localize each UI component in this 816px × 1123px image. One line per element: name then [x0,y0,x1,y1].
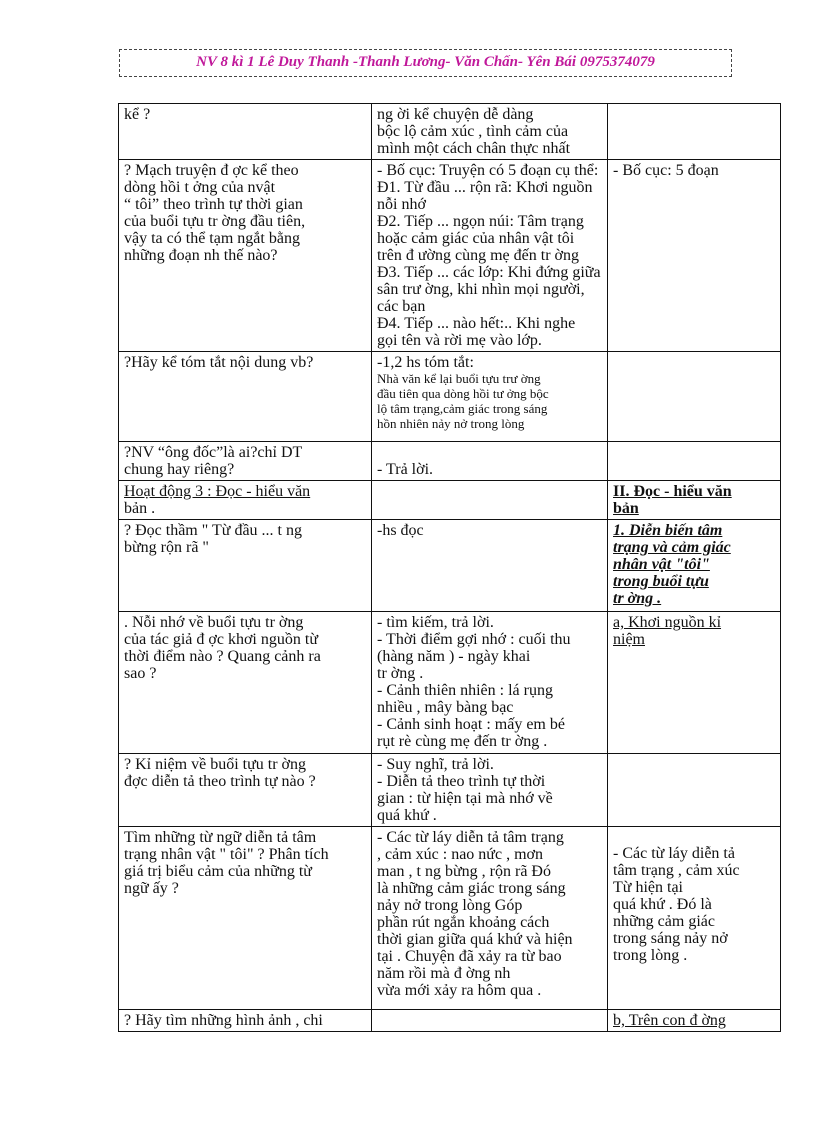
cell-line: đợc diễn tả theo trình tự nào ? [124,773,316,790]
content-cell [608,160,781,352]
cell-line: nảy nở trong lòng Góp [377,897,523,914]
cell-line: bộc lộ cảm xúc , tình cảm của [377,123,569,140]
cell-line: Từ hiện tại [613,879,683,896]
cell-line: trên đ ường cùng mẹ đến tr ờng [377,247,579,264]
table-row [119,1010,781,1032]
cell-line: ? Kỉ niệm về buổi tựu tr ờng [124,756,306,773]
teacher-question-cell [119,827,372,1010]
content-cell [608,612,781,754]
table-row [119,104,781,160]
cell-line: gọi tên và rời mẹ vào lớp. [377,332,542,349]
cell-line: - Diễn tả theo trình tự thời [377,773,546,790]
cell-line: Hoạt động 3 : Đọc - hiểu văn [124,483,311,500]
cell-line: quá khứ . Đó là [613,896,712,913]
cell-line: vừa mới xảy ra hôm qua . [377,982,542,999]
cell-line: Đ1. Từ đầu ... rộn rã: Khơi nguồn [377,179,593,196]
cell-line: kể ? [124,106,151,123]
cell-line: -1,2 hs tóm tắt: [377,354,474,371]
cell-line: II. Đọc - hiểu văn [613,483,732,500]
cell-line: niệm [613,631,645,648]
cell-line: (hàng năm ) - ngày khai [377,648,531,665]
cell-line: - tìm kiếm, trả lời. [377,614,494,631]
cell-line: tr ờng . [613,590,662,607]
cell-line: 1. Diễn biến tâm [613,522,723,539]
cell-line: - Cảnh sinh hoạt : mấy em bé [377,716,565,733]
student-activity-cell [372,352,608,442]
cell-line: hoặc cảm giác của nhân vật tôi [377,230,575,247]
cell-line: thời điểm nào ? Quang cảnh ra [124,648,321,665]
cell-line: nhân vật "tôi" [613,556,710,573]
teacher-question-cell [119,520,372,612]
cell-line: tại . Chuyện đã xảy ra từ bao [377,948,562,965]
cell-line: - Các từ láy diễn tả tâm trạng [377,829,564,846]
cell-line: hồn nhiên nảy nở trong lòng [377,416,525,431]
cell-line: -hs đọc [377,522,424,539]
lesson-table [118,103,781,1032]
student-activity-cell [372,481,608,520]
cell-line: rụt rè cùng mẹ đến tr ờng . [377,733,548,750]
cell-line: bừng rộn rã " [124,539,209,556]
cell-line: trong lòng . [613,947,688,964]
teacher-question-cell [119,442,372,481]
cell-line: sân trư ờng, khi nhìn mọi người, [377,281,585,298]
cell-line: giá trị biểu cảm của những từ [124,863,312,880]
cell-line: a, Khơi nguồn kỉ [613,614,722,631]
student-activity-cell [372,520,608,612]
cell-line: - Bố cục: Truyện có 5 đoạn cụ thể: [377,162,599,179]
content-cell [608,754,781,827]
table-row [119,160,781,352]
cell-line: là những cảm giác trong sáng [377,880,566,897]
cell-line: - Trả lời. [377,461,434,478]
cell-line: trạng và cảm giác [613,539,731,556]
table-row [119,481,781,520]
cell-line: trạng nhân vật " tôi" ? Phân tích [124,846,329,863]
cell-line: Nhà văn kể lại buổi tựu trư ờng [377,371,541,386]
cell-line: , cảm xúc : nao nức , mơn [377,846,543,863]
content-cell [608,104,781,160]
cell-line: mình một cách chân thực nhất [377,140,571,157]
cell-line: ? Mạch truyện đ ợc kể theo [124,162,299,179]
table-row [119,442,781,481]
student-activity-cell [372,1010,608,1032]
cell-line: bản [613,500,639,517]
table-row [119,827,781,1010]
cell-line: - Suy nghĩ, trả lời. [377,756,494,773]
cell-line: - Thời điểm gợi nhớ : cuối thu [377,631,571,648]
content-cell [608,352,781,442]
cell-line: ? Đọc thầm " Từ đầu ... t ng [124,522,302,539]
cell-line: ? Hãy tìm những hình ảnh , chi [124,1012,323,1029]
cell-line: quá khứ . [377,807,437,824]
teacher-question-cell [119,1010,372,1032]
cell-line: đầu tiên qua dòng hồi tư ởng bộc [377,386,549,401]
cell-line: ?NV “ông đốc”là ai?chỉ DT [124,444,303,461]
cell-line: lộ tâm trạng,cảm giác trong sáng [377,401,548,416]
cell-line: Tìm những từ ngữ diễn tả tâm [124,829,317,846]
cell-line: trong buổi tựu [613,573,709,590]
student-activity-cell [372,827,608,1010]
cell-line: - Cảnh thiên nhiên : lá rụng [377,682,553,699]
cell-line: “ tôi” theo trình tự thời gian [124,196,303,213]
cell-line: năm rồi mà đ ờng nh [377,965,511,982]
table-row [119,352,781,442]
header-text: NV 8 kì 1 Lê Duy Thanh -Thanh Lương- Văn Chấn- Yên Bái 0975374079 [196,54,655,70]
student-activity-cell [372,612,608,754]
student-activity-cell [372,160,608,352]
student-activity-cell [372,754,608,827]
content-cell [608,1010,781,1032]
section-heading-cell [119,481,372,520]
cell-line: dòng hồi t ởng của nvật [124,179,276,196]
student-activity-cell [372,442,608,481]
content-cell [608,520,781,612]
cell-line: trong sáng nảy nở [613,930,728,947]
cell-line: bản . [124,500,156,517]
cell-line: b, Trên con đ ờng [613,1012,726,1029]
teacher-question-cell [119,612,372,754]
cell-line: nhiều , mây bàng bạc [377,699,514,716]
cell-line: - Các từ láy diễn tả [613,845,735,862]
teacher-question-cell [119,352,372,442]
cell-line: các bạn [377,298,426,315]
cell-line: những đoạn nh thế nào? [124,247,278,264]
cell-line: ngữ ấy ? [124,880,179,897]
cell-line: Đ2. Tiếp ... ngọn núi: Tâm trạng [377,213,584,230]
cell-line: những cảm giác [613,913,715,930]
cell-line: tâm trạng , cảm xúc [613,862,740,879]
cell-line: ?Hãy kể tóm tắt nội dung vb? [124,354,314,371]
cell-line: vậy ta có thể tạm ngắt bằng [124,230,300,247]
cell-line: Đ4. Tiếp ... nào hết:.. Khi nghe [377,315,576,332]
teacher-question-cell [119,754,372,827]
student-activity-cell [372,104,608,160]
page-header [119,49,732,77]
cell-line: thời gian giữa quá khứ và hiện [377,931,573,948]
cell-line: gian : từ hiện tại mà nhớ về [377,790,553,807]
teacher-question-cell [119,104,372,160]
cell-line: của tác giả đ ợc khơi nguồn từ [124,631,318,648]
cell-line: . Nỗi nhớ về buổi tựu tr ờng [124,614,304,631]
table-row [119,612,781,754]
cell-line: của buổi tựu tr ờng đầu tiên, [124,213,306,230]
cell-line: sao ? [124,665,157,682]
table-row [119,754,781,827]
cell-line: ng ời kể chuyện dễ dàng [377,106,534,123]
table-row [119,520,781,612]
content-cell [608,442,781,481]
teacher-question-cell [119,160,372,352]
cell-line: - Bố cục: 5 đoạn [613,162,719,179]
content-cell [608,481,781,520]
cell-line: Đ3. Tiếp ... các lớp: Khi đứng giữa [377,264,601,281]
cell-line: chung hay riêng? [124,461,235,478]
cell-line: man , t ng bừng , rộn rã Đó [377,863,551,880]
cell-line: phần rút ngắn khoảng cách [377,914,550,931]
content-cell [608,827,781,1010]
cell-line: tr ờng . [377,665,424,682]
cell-line: nỗi nhớ [377,196,426,213]
